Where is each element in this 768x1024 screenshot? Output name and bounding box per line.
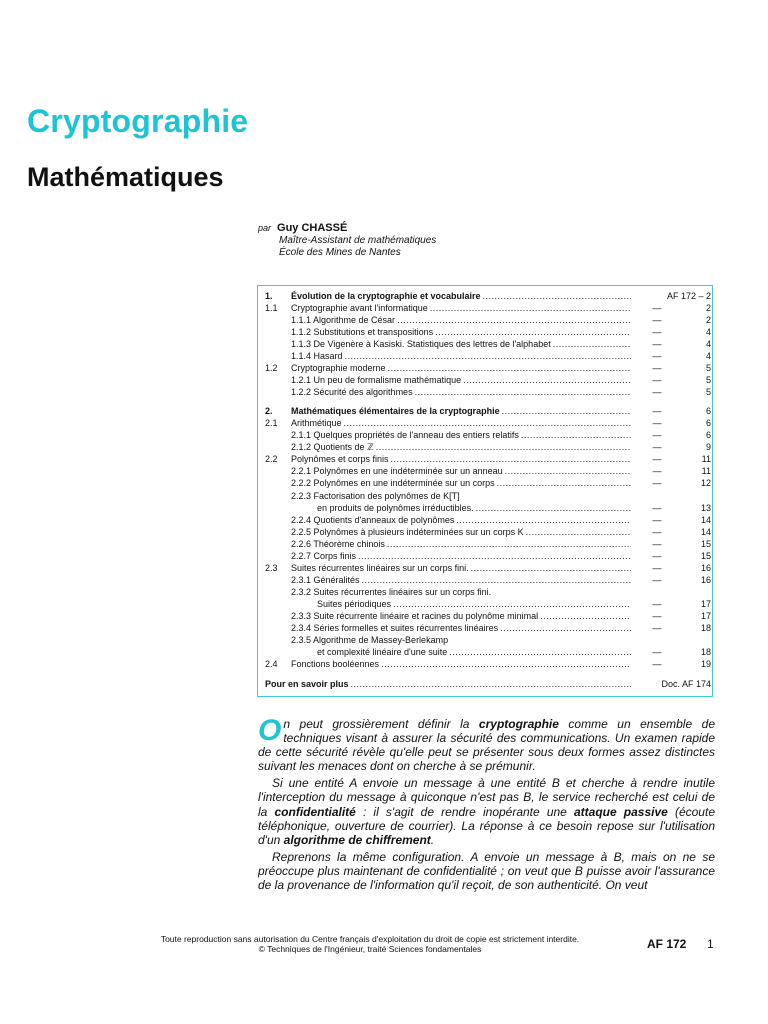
toc-entry-page [633, 647, 711, 658]
toc-dot-leader [505, 466, 631, 477]
toc-entry-number: 1.1 [265, 303, 278, 313]
toc-entry [291, 351, 711, 362]
toc-entry-page [633, 363, 711, 374]
toc-entry [291, 635, 711, 646]
toc-page-dash: — [652, 351, 662, 361]
toc-dot-leader [344, 418, 631, 429]
footer-copyright [130, 934, 610, 954]
toc-dot-leader [540, 611, 631, 622]
author-prefix: par [258, 223, 272, 233]
toc-entry-page [633, 375, 711, 386]
toc-entry-page [633, 418, 711, 429]
text-run: : il s'agit de rendre inopérante une [355, 804, 574, 819]
toc-page-number: 17 [700, 599, 711, 609]
toc-entry [265, 363, 711, 374]
toc-page-number: 17 [700, 611, 711, 621]
toc-page-dash: — [652, 363, 662, 373]
toc-dot-leader [497, 478, 631, 489]
author-block [258, 222, 436, 259]
toc-entry-page [633, 611, 711, 622]
toc-entry-page [633, 659, 711, 670]
toc-entry-label: 2.3.2 Suites récurrentes linéaires sur un corps fini. [291, 587, 492, 597]
toc-page-dash: — [652, 563, 662, 573]
toc-entry [291, 575, 711, 586]
toc-entry-label: 2.2.4 Quotients d'anneaux de polynômes [291, 515, 455, 525]
toc-page-number: 16 [700, 575, 711, 585]
toc-page-reference: AF 172 – 2 [666, 291, 711, 301]
toc-page-dash: — [652, 478, 662, 488]
toc-entry [265, 659, 711, 670]
toc-entry-page [633, 327, 711, 338]
toc-dot-leader [521, 430, 631, 441]
text-run: (écoute téléphonique, ouverture de courrier). La réponse à ce besoin repose sur l'utilisation d'un [258, 804, 715, 847]
document-subtitle: Mathématiques [27, 162, 224, 192]
term-confidentialite: confidentialité [274, 804, 356, 819]
toc-page-number: 13 [700, 503, 711, 513]
toc-entry-page [633, 575, 711, 586]
toc-page-number: 18 [700, 647, 711, 657]
toc-dot-leader [362, 575, 631, 586]
toc-page-number: 18 [700, 623, 711, 633]
toc-entry [291, 611, 711, 622]
toc-entry [265, 418, 711, 429]
toc-page-dash: — [652, 611, 662, 621]
toc-entry-number: 2.3 [265, 563, 278, 573]
toc-entry-page [633, 478, 711, 489]
toc-entry-label: 1.1.1 Algorithme de César [291, 315, 396, 325]
toc-entry [291, 647, 711, 658]
toc-entry-label: 2.3.5 Algorithme de Massey-Berlekamp [291, 635, 449, 645]
toc-entry-label: 2.2.7 Corps finis [291, 551, 357, 561]
toc-entry [291, 387, 711, 398]
toc-entry-number: 1.2 [265, 363, 278, 373]
toc-page-dash: — [652, 659, 662, 669]
toc-entry-label: 2.1.2 Quotients de ℤ [291, 442, 374, 452]
toc-entry-label: Arithmétique [291, 418, 342, 428]
document-title: Cryptographie [27, 103, 249, 139]
toc-dot-leader [471, 563, 631, 574]
toc-entry-page [633, 339, 711, 350]
toc-page-dash: — [652, 303, 662, 313]
toc-page-dash: — [652, 375, 662, 385]
toc-entry-number: 2.1 [265, 418, 278, 428]
toc-entry [291, 327, 711, 338]
toc-dot-leader [456, 515, 631, 526]
toc-page-number: 9 [705, 442, 711, 452]
toc-entry-page [633, 454, 711, 465]
toc-page-number: 19 [700, 659, 711, 669]
toc-entry [291, 503, 711, 514]
toc-dot-leader [388, 363, 631, 374]
toc-entry [291, 599, 711, 610]
toc-page-reference: Doc. AF 174 [661, 679, 711, 689]
toc-dot-leader [345, 351, 631, 362]
paragraph-2 [258, 776, 715, 846]
toc-dot-leader [553, 339, 631, 350]
toc-page-dash: — [652, 442, 662, 452]
toc-entry-label: 2.1.1 Quelques propriétés de l'anneau des entiers relatifs [291, 430, 519, 440]
toc-entry [265, 563, 711, 574]
toc-entry-page [633, 466, 711, 477]
toc-entry-page [633, 527, 711, 538]
toc-entry-page [633, 515, 711, 526]
toc-page-dash: — [652, 551, 662, 561]
toc-entry-label: Mathématiques élémentaires de la cryptographie [291, 406, 500, 416]
term-attaque-passive: attaque passive [573, 804, 668, 819]
toc-entry-label: 1.2.1 Un peu de formalisme mathématique [291, 375, 462, 385]
toc-entry-label: 1.1.2 Substitutions et transpositions [291, 327, 434, 337]
toc-entry-label: 2.3.3 Suite récurrente linéaire et racines du polynôme minimal [291, 611, 539, 621]
toc-entry-label: Suites récurrentes linéaires sur un corps fini. [291, 563, 469, 573]
toc-page-number: 15 [700, 551, 711, 561]
toc-entry-label: Pour en savoir plus [265, 679, 349, 689]
toc-dot-leader [500, 623, 631, 634]
toc-page-dash: — [652, 339, 662, 349]
toc-page-number: 12 [700, 478, 711, 488]
toc-page-number: 5 [705, 387, 711, 397]
toc-entry-page [633, 503, 711, 514]
toc-entry-label: 1.1.4 Hasard [291, 351, 343, 361]
toc-entry-page [633, 679, 711, 690]
article-body [258, 714, 715, 895]
toc-entry [265, 454, 711, 465]
toc-page-dash: — [652, 527, 662, 537]
toc-entry [291, 551, 711, 562]
toc-page-dash: — [652, 466, 662, 476]
page-number: 1 [707, 937, 714, 951]
footer-line-2: © Techniques de l'Ingénieur, traité Sciences fondamentales [258, 944, 482, 954]
author-position: Maître-Assistant de mathématiques [279, 235, 437, 246]
toc-entry [265, 303, 711, 314]
text-run: Si une entité A envoie un message à une entité B et cherche à rendre inutile l'interception du message à quiconque n'est pas B, le service recherché est celui de la [258, 776, 715, 819]
toc-entry-page [633, 315, 711, 326]
toc-page-number: 6 [705, 418, 711, 428]
toc-dot-leader [502, 406, 631, 417]
toc-entry-page [633, 387, 711, 398]
toc-entry-label: et complexité linéaire d'une suite [317, 647, 448, 657]
toc-entry [291, 623, 711, 634]
toc-page-dash: — [652, 315, 662, 325]
toc-dot-leader [476, 503, 631, 514]
toc-entry-label: Polynômes et corps finis [291, 454, 389, 464]
toc-entry-label: Cryptographie avant l'informatique [291, 303, 428, 313]
paragraph-1 [258, 714, 715, 774]
toc-page-number: 2 [705, 303, 711, 313]
toc-dot-leader [526, 527, 631, 538]
toc-page-number: 14 [700, 515, 711, 525]
toc-entry-page [633, 303, 711, 314]
toc-entry [265, 679, 711, 690]
toc-entry [291, 315, 711, 326]
toc-dot-leader [463, 375, 631, 386]
toc-page-number: 6 [705, 406, 711, 416]
toc-page-number: 4 [705, 339, 711, 349]
toc-entry-label: 1.1.3 De Vigenère à Kasiski. Statistiques des lettres de l'alphabet [291, 339, 551, 349]
toc-entry-page [633, 291, 711, 302]
toc-entry [291, 587, 711, 598]
toc-page-dash: — [652, 454, 662, 464]
toc-dot-leader [376, 442, 631, 453]
toc-page-dash: — [652, 515, 662, 525]
toc-entry [265, 406, 711, 417]
toc-page-number: 16 [700, 563, 711, 573]
toc-page-dash: — [652, 539, 662, 549]
paragraph-3: Reprenons la même configuration. A envoie un message à B, mais on ne se préoccupe plus maintenant de confidentialité ; on veut que B puisse avoir l'assurance de la provenance de l'information qu'il reçoit, de son authenticité. On veut [258, 849, 715, 893]
toc-entry-label: 2.2.2 Polynômes en une indéterminée sur un corps [291, 478, 495, 488]
toc-page-number: 4 [705, 351, 711, 361]
toc-page-dash: — [652, 503, 662, 513]
toc-page-number: 11 [701, 466, 711, 476]
toc-dot-leader [430, 303, 631, 314]
toc-entry-page [633, 539, 711, 550]
toc-entry-label: Fonctions booléennes [291, 659, 380, 669]
toc-page-number: 2 [705, 315, 711, 325]
toc-dot-leader [415, 387, 631, 398]
text-run: . [430, 832, 435, 847]
toc-entry-label: Suites périodiques [317, 599, 392, 609]
term-cryptographie: cryptographie [478, 717, 559, 731]
toc-entry-label: 2.3.4 Séries formelles et suites récurrentes linéaires [291, 623, 499, 633]
toc-page-number: 5 [705, 363, 711, 373]
toc-dot-leader [397, 315, 631, 326]
toc-page-number: 11 [701, 454, 711, 464]
author-institution: École des Mines de Nantes [279, 247, 401, 258]
table-of-contents [257, 285, 713, 697]
toc-entry-page [633, 551, 711, 562]
toc-entry [291, 375, 711, 386]
toc-entry-label: Évolution de la cryptographie et vocabulaire [291, 291, 481, 301]
toc-page-number: 6 [705, 430, 711, 440]
toc-dot-leader [393, 599, 631, 610]
toc-entry-page [633, 563, 711, 574]
toc-page-dash: — [652, 327, 662, 337]
toc-dot-leader [358, 551, 631, 562]
toc-page-number: 5 [705, 375, 711, 385]
term-algorithme-chiffrement: algorithme de chiffrement [283, 832, 431, 847]
toc-page-dash: — [652, 430, 662, 440]
toc-entry-label: 2.2.3 Factorisation des polynômes de K[T] [291, 491, 460, 501]
toc-page-number: 15 [700, 539, 711, 549]
toc-entry [265, 291, 711, 302]
toc-page-dash: — [652, 406, 662, 416]
toc-page-number: 4 [705, 327, 711, 337]
toc-entry-number: 1. [265, 291, 273, 301]
toc-entry-label: 1.2.2 Sécurité des algorithmes [291, 387, 413, 397]
toc-dot-leader [387, 539, 631, 550]
toc-entry-page [633, 406, 711, 417]
toc-entry-label: Cryptographie moderne [291, 363, 386, 373]
toc-entry-label: 2.2.1 Polynômes en une indéterminée sur un anneau [291, 466, 503, 476]
toc-page-dash: — [652, 387, 662, 397]
toc-entry-label: 2.3.1 Généralités [291, 575, 360, 585]
toc-entry-page [633, 430, 711, 441]
text-run: comme un ensemble de techniques visant à assurer la sécurité des communications. Un examen rapide de cette sécurité révèle qu'elle peut se présenter sous deux formes assez distinctes suivant les menaces dont on cherche à se prémunir. [258, 717, 715, 774]
toc-entry-label: 2.2.6 Théorème chinois [291, 539, 385, 549]
toc-page-dash: — [652, 418, 662, 428]
toc-entry-number: 2. [265, 406, 273, 416]
toc-page-dash: — [652, 575, 662, 585]
drop-cap: O [258, 714, 282, 747]
toc-entry-number: 2.2 [265, 454, 278, 464]
toc-entry [291, 466, 711, 477]
toc-entry-page [633, 351, 711, 362]
toc-page-dash: — [652, 623, 662, 633]
toc-entry [291, 515, 711, 526]
toc-entry-label: 2.2.5 Polynômes à plusieurs indéterminées sur un corps K [291, 527, 524, 537]
toc-entry-page [633, 623, 711, 634]
toc-page-number: 14 [700, 527, 711, 537]
toc-entry [291, 491, 711, 502]
toc-entry-label: en produits de polynômes irréductibles. [317, 503, 474, 513]
toc-entry-number: 2.4 [265, 659, 278, 669]
toc-entry [291, 539, 711, 550]
toc-dot-leader [449, 647, 631, 658]
toc-entry-page [633, 442, 711, 453]
author-name: Guy CHASSÉ [277, 222, 348, 234]
toc-dot-leader [435, 327, 631, 338]
toc-entry [291, 430, 711, 441]
toc-dot-leader [391, 454, 631, 465]
toc-page-dash: — [652, 647, 662, 657]
toc-dot-leader [381, 659, 631, 670]
toc-entry [291, 478, 711, 489]
toc-dot-leader [351, 679, 631, 690]
text-run: n peut grossièrement définir la [283, 717, 479, 731]
toc-entry [291, 527, 711, 538]
toc-page-dash: — [652, 599, 662, 609]
footer-reference: AF 172 [647, 937, 687, 951]
toc-entry [291, 442, 711, 453]
toc-entry-page [633, 599, 711, 610]
toc-dot-leader [483, 291, 631, 302]
toc-entry [291, 339, 711, 350]
footer-line-1: Toute reproduction sans autorisation du Centre français d'exploitation du droit de copie est strictement interdite. [160, 934, 580, 944]
